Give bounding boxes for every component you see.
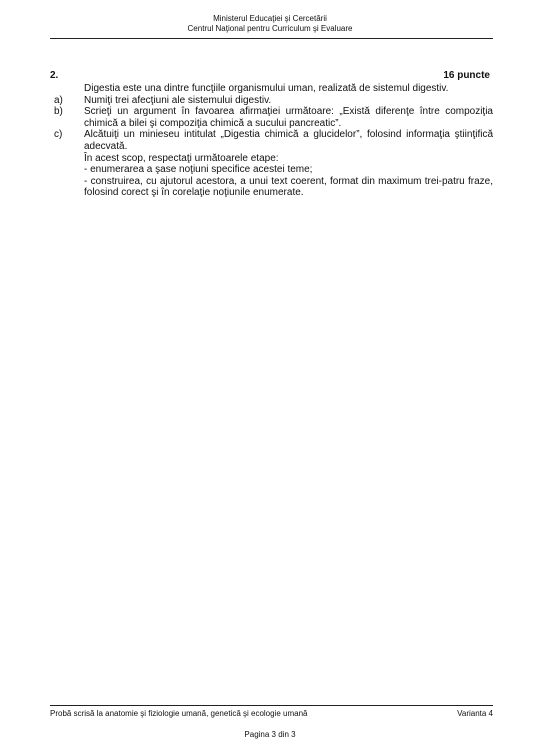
question-number: 2. [50,70,59,81]
item-letter: b) [54,106,63,118]
step-1: - enumerarea a şase noţiuni specifice acestei teme; [84,164,313,176]
item-text: Alcătuiţi un minieseu intitulat „Digestia chimică a glucidelor”, folosind informaţia ştiinţifică adecvată. [84,129,493,152]
item-letter: a) [54,94,63,106]
question-body [50,83,493,199]
header-divider [50,38,493,39]
footer-exam-title: Probă scrisă la anatomie şi fiziologie umană, genetică şi ecologie umană [50,709,308,718]
footer-variant: Varianta 4 [457,709,493,718]
question-item-c [50,129,493,152]
footer-page-number: Pagina 3 din 3 [244,730,296,739]
question-intro: Digestia este una dintre funcţiile organismului uman, realizată de sistemul digestiv. [84,83,449,94]
question-item-a [50,95,493,107]
question-points: 16 puncte [443,70,490,81]
header-center: Centrul Naţional pentru Curriculum şi Evaluare [187,24,353,33]
item-letter: c) [54,129,63,141]
steps-intro: În acest scop, respectaţi următoarele etape: [84,152,279,164]
question-item-b [50,106,493,129]
item-text: Numiţi trei afecţiuni ale sistemului digestiv. [84,94,272,106]
item-text: Scrieţi un argument în favoarea afirmaţiei următoare: „Există diferenţe între compoziţia chimică a bilei şi compoziţia chimică a sucului pancreatic”. [84,106,493,129]
footer-divider [50,705,493,706]
step-2: - construirea, cu ajutorul acestora, a unui text coerent, format din maximum trei-patru fraze, folosind corect şi în corelaţie noţiunile enumerate. [84,175,493,199]
page-header [0,14,540,34]
header-ministry: Ministerul Educaţiei şi Cercetării [213,14,327,23]
